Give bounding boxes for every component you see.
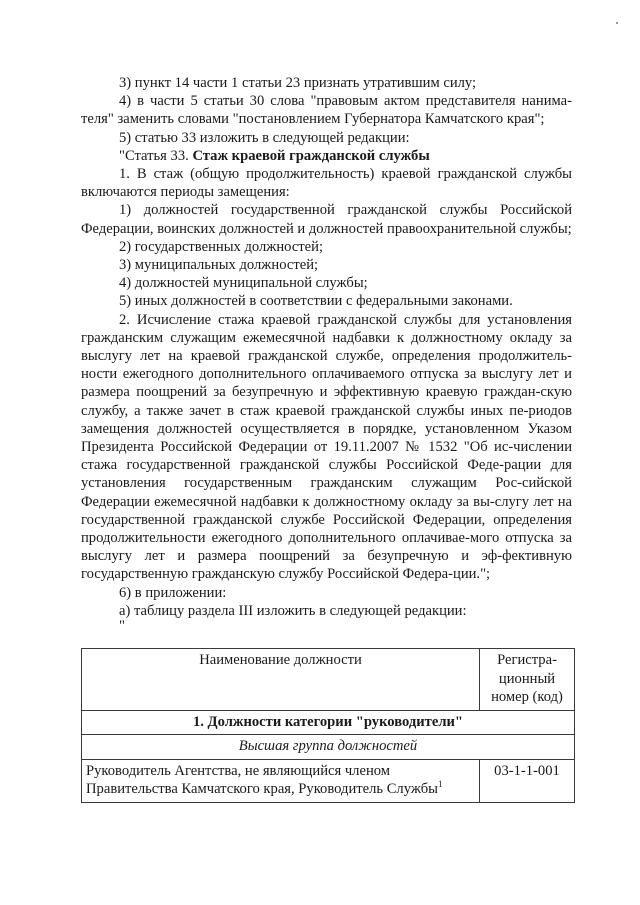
- header-position-name: Наименование должности: [82, 649, 480, 711]
- position-name: [82, 759, 480, 802]
- table-header-row: [82, 649, 575, 711]
- list-item-3: 3) муниципальных должностей;: [119, 257, 319, 274]
- header-registration-code: [480, 649, 575, 711]
- header-code-line: ционный: [498, 670, 556, 687]
- subparagraph-a: а) таблицу раздела III изложить в следующей редакции:: [119, 602, 467, 619]
- position-name-line: Руководитель Агентства, не являющийся членом: [86, 762, 391, 779]
- article-heading: [81, 147, 572, 165]
- scan-speck: [616, 22, 618, 24]
- list-item-5: 5) иных должностей в соответствии с федеральными законами.: [119, 293, 513, 310]
- paragraph-item-3: 3) пункт 14 части 1 статьи 23 признать утратившим силу;: [119, 75, 477, 91]
- category-title: 1. Должности категории "руководители": [82, 710, 575, 735]
- header-code-line: номер (код): [491, 689, 563, 705]
- opening-quote: ": [119, 618, 125, 635]
- document-body: [81, 74, 572, 635]
- group-row: [82, 735, 575, 760]
- article-prefix: "Статья 33.: [119, 147, 193, 164]
- paragraph-item-5: 5) статью 33 изложить в следующей редакции:: [119, 129, 410, 146]
- group-title: Высшая группа должностей: [82, 735, 575, 760]
- header-code-line: Регистра-: [497, 652, 557, 668]
- article-part-2: 2. Исчисление стажа краевой гражданской службы для установления гражданским служащим ежемесячной надбавки к должностному окладу за выслугу лет на краевой гражданской службе, определения продолжитель-ности ежегодного дополнительного оплачиваемого отпуска за выслугу лет и размера поощрений за безупречную и эффективную краевую граждан-скую службу, а также зачет в стаж краевой гражданской службы иных пе-риодов замещения должностей осуществляется в порядке, установленном Указом Президента Российской Федерации от 19.11.2007 № 1532 "Об ис-числении стажа государственной гражданской службы Российской Феде-рации для установления государственным гражданским служащим Рос-сийской Федерации ежемесячной надбавки к должностному окладу за вы-слугу лет на государственной гражданской службе Российской Федерации, определения продолжительности ежегодного дополнительного оплачивае-мого отпуска за выслугу лет и размера поощрений за безупречную и эф-фективную государственную гражданскую службу Российской Федера-ции.";: [81, 311, 572, 583]
- position-code: 03-1-1-001: [480, 759, 575, 802]
- article-title: Стаж краевой гражданской службы: [192, 147, 430, 164]
- footnote-mark: 1: [437, 779, 443, 790]
- list-item-1: 1) должностей государственной гражданской службы Российской Федерации, воинских должностей и должностей правоохранительной службы;: [81, 202, 572, 237]
- positions-table: [81, 648, 575, 803]
- table-row: [82, 759, 575, 802]
- paragraph-item-4: 4) в части 5 статьи 30 слова "правовым актом представителя нанима-теля" заменить словами "постановлением Губернатора Камчатского края";: [81, 93, 572, 128]
- list-item-2: 2) государственных должностей;: [119, 238, 324, 255]
- position-name-line: Правительства Камчатского края, Руководитель Службы$^1$: [86, 779, 443, 797]
- category-row: [82, 710, 575, 735]
- paragraph-item-6: 6) в приложении:: [119, 584, 227, 601]
- article-part-1: 1. В стаж (общую продолжительность) краевой гражданской службы включаются периоды замещения:: [81, 166, 572, 201]
- list-item-4: 4) должностей муниципальной службы;: [119, 275, 368, 292]
